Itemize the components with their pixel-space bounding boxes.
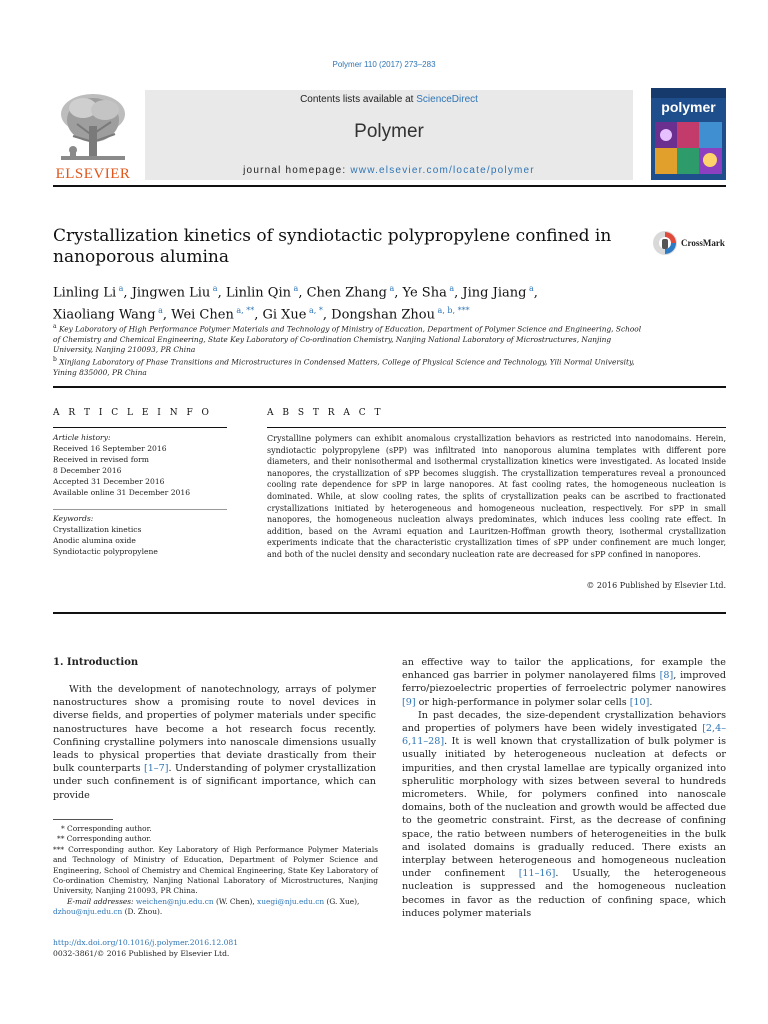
history-online: Available online 31 December 2016 <box>53 488 191 497</box>
author-line-1 <box>53 280 653 302</box>
title-rule <box>53 386 726 388</box>
right-text: , improved ferro/piezoelectric properties of ferroelectric polymer nanowires <box>402 670 726 695</box>
email-link-zhou[interactable]: dzhou@nju.edu.cn <box>53 907 123 917</box>
elsevier-wordmark: ELSEVIER <box>55 166 131 182</box>
email-link-chen[interactable]: weichen@nju.edu.cn <box>135 896 214 906</box>
right-paragraph-1 <box>402 656 726 709</box>
author-separator: , <box>123 285 132 301</box>
footnote-1: * Corresponding author. <box>61 824 152 833</box>
footnote-2: ** Corresponding author. <box>57 834 152 844</box>
keywords-label: Keywords: <box>53 514 94 523</box>
journal-citation[interactable]: Polymer 110 (2017) 273–283 <box>332 60 436 69</box>
author-affiliation-mark[interactable]: a <box>210 284 218 293</box>
citation-link-8[interactable]: [8] <box>659 670 674 682</box>
citation-link-1-7[interactable]: [1–7] <box>143 763 169 775</box>
affiliation-a-mark: a <box>53 323 57 330</box>
author-affiliation-mark[interactable]: a <box>116 284 124 293</box>
history-revised-date: 8 December 2016 <box>53 466 122 475</box>
cover-title: polymer <box>661 99 716 115</box>
author-name: Ye Sha <box>402 285 447 301</box>
crossmark-icon[interactable] <box>652 230 678 256</box>
author-name: Xiaoliang Wang <box>53 307 156 323</box>
right-text: an effective way to tailor the applications, for example the enhanced gas barrier in polymer nanolayered films <box>402 657 726 682</box>
right-text: . It is well known that crystallization of bulk polymer is usually initiated by heterogeneous nucleation at defects or impurities, and then crystal lamellae are typically organized into spherulitic morphology with sizes between several to hundreds micrometers. While, for polymers confined into nanoscale domains, both of the nucleation and growth would be affected due to the geometric constraint. First, as the decrease of confining space, the ratio between numbers of heterogeneities in the bulk and isolated domains is gradually reduced. There exists an interplay between heterogeneous and homogeneous nucleation under confinement <box>402 736 726 880</box>
keyword: Syndiotactic polypropylene <box>53 547 158 556</box>
author-affiliation-mark[interactable]: a <box>526 284 534 293</box>
introduction-heading: 1. Introduction <box>53 657 139 668</box>
footnote-3: *** Corresponding author. Key Laboratory of High Performance Polymer Materials and Technology of Ministry of Education, Department of Polymer Science and Engineering, School of Chemistry and Chemical Engineering, State Key Laboratory of Co-ordination Chemistry, Nanjing National Laboratory of Microstructures, Nanjing University, Nanjing 210093, PR China. <box>53 844 378 896</box>
intro-paragraph <box>53 683 376 802</box>
abstract-heading: A B S T R A C T <box>267 408 384 418</box>
left-text-a: With the development of nanotechnology, arrays of polymer nanostructures show a promising route to novel devices in diverse fields, and properties of polymer materials under specific nanostructures have become a hot research focus recently. Confining crystalline polymers into nanoscale dimensions usually leads to physical properties that deviate drastically from their bulk counterparts <box>53 684 376 775</box>
article-history-label: Article history: <box>53 433 111 442</box>
abstract-bottom-rule <box>53 612 726 614</box>
journal-name: Polymer <box>354 121 424 142</box>
footnotes <box>53 824 378 918</box>
author-name: Linling Li <box>53 285 117 301</box>
citation-link-11-16[interactable]: [11–16] <box>518 868 556 880</box>
author-separator: , <box>454 285 463 301</box>
email-name-zhou: (D. Zhou). <box>122 907 163 917</box>
right-text: In past decades, the size-dependent crystallization behaviors and properties of polymers have been widely investigated <box>402 709 726 735</box>
citation-link-9[interactable]: [9] <box>402 696 416 708</box>
affiliation-b <box>53 355 643 378</box>
email-label: E-mail addresses: <box>67 896 134 906</box>
email-line <box>53 897 378 907</box>
right-column <box>402 656 726 920</box>
right-text: or high-performance in polymer solar cells <box>415 696 630 708</box>
abstract-text: Crystalline polymers can exhibit anomalous crystallization behaviors as restricted into nanodomains. Herein, syndiotactic polypropylene (sPP) was infiltrated into nanoporous alumina templates with different pore diameters, and their nonisothermal and isothermal crystallization kinetics were investigated. As located inside nanopores, the crystallization of sPP becomes sluggish. The crystallization temperatures reveal a pronounced cooling rate dependence for sPP in large nanopores. At fast cooling rates, the homogeneous nucleation is dominated. While, at slow cooling rates, the splits of crystallization peaks can be ascribed to fractionated crystallizations initiated by heterogeneous and homogeneous nucleation, respectively. For sPP in small nanopores, the homogeneous nucleation always predominates, which induces less cooling rate effect. In addition, based on the Avrami equation and Lauritzen-Hoffman growth theory, isothermal crystallization experiments indicate that the characteristic crystallization times of sPP under confinement are much longer, and both of the nuclei density and secondary nucleation rate are decreased for sPP confined in nanopores. <box>267 434 726 559</box>
author-separator: , <box>254 307 263 323</box>
right-paragraph-2 <box>402 709 726 920</box>
contents-available-line <box>145 94 633 105</box>
left-text-b: . Understanding of polymer crystallization under such confinement is of significant importance, which can provide <box>53 763 376 801</box>
affiliation-b-mark: b <box>53 356 57 363</box>
email-name-xue: (G. Xue), <box>324 896 360 906</box>
affiliation-a-text: Key Laboratory of High Performance Polymer Materials and Technology of Ministry of Education, Department of Polymer Science and Engineering, School of Chemistry and Chemical Engineering, State Key Laboratory of Co-ordination Chemistry, Nanjing National Laboratory of Microstructures, Nanjing University, Nanjing 210093, PR China <box>53 324 642 355</box>
affiliation-a <box>53 322 643 356</box>
author-name: Gi Xue <box>262 307 307 323</box>
author-affiliation-mark[interactable]: a, * <box>306 306 323 316</box>
keywords-block <box>53 513 233 557</box>
header-rule <box>53 185 726 187</box>
right-text: . <box>649 696 653 708</box>
article-history <box>53 432 233 498</box>
author-affiliation-mark[interactable]: a <box>291 284 299 293</box>
left-column <box>53 683 376 802</box>
email-name-chen: (W. Chen), <box>213 896 258 906</box>
doi-link[interactable]: http://dx.doi.org/10.1016/j.polymer.2016.12.081 <box>53 938 239 947</box>
author-name: Jing Jiang <box>462 285 527 301</box>
doi-block <box>53 938 238 959</box>
citation-link-10[interactable]: [10] <box>629 696 650 708</box>
contents-prefix: Contents lists available at <box>300 94 417 105</box>
crossmark-label[interactable]: CrossMark <box>681 238 725 248</box>
author-separator: , <box>322 307 332 323</box>
journal-homepage-line <box>145 165 633 176</box>
article-info-heading: A R T I C L E I N F O <box>53 408 212 418</box>
issn-line: 0032-3861/© 2016 Published by Elsevier Ltd. <box>53 948 230 958</box>
author-name: Chen Zhang <box>306 285 387 301</box>
abstract-copyright: © 2016 Published by Elsevier Ltd. <box>586 581 726 590</box>
homepage-prefix: journal homepage: <box>243 165 351 176</box>
author-list <box>53 280 653 325</box>
keyword: Anodic alumina oxide <box>53 536 136 545</box>
author-separator: , <box>533 285 538 301</box>
email-line-2 <box>53 907 378 917</box>
author-affiliation-mark[interactable]: a <box>386 284 395 293</box>
keyword: Crystallization kinetics <box>53 525 142 534</box>
author-name: Dongshan Zhou <box>331 307 436 323</box>
keywords-rule <box>53 509 227 510</box>
right-text: . Usually, the heterogeneous nucleation is suppressed and the homogeneous nucleation becomes in favor as the reduction of confining space, which induces polymer materials <box>402 868 726 919</box>
author-separator: , <box>394 285 403 301</box>
author-name: Jingwen Liu <box>131 285 211 301</box>
footnote-rule <box>53 819 113 820</box>
author-affiliation-mark[interactable]: a <box>155 306 163 316</box>
email-link-xue[interactable]: xuegi@nju.edu.cn <box>257 896 325 906</box>
history-accepted: Accepted 31 December 2016 <box>53 477 165 486</box>
author-separator: , <box>162 307 172 323</box>
article-info-rule <box>53 427 227 428</box>
author-name: Linlin Qin <box>225 285 291 301</box>
author-affiliation-mark[interactable]: a, ** <box>233 306 255 316</box>
author-separator: , <box>298 285 307 301</box>
citation-link-2-28[interactable]: [2,4–6,11–28] <box>402 723 726 748</box>
history-received: Received 16 September 2016 <box>53 444 167 453</box>
homepage-link[interactable]: www.elsevier.com/locate/polymer <box>350 165 535 176</box>
sciencedirect-link[interactable]: ScienceDirect <box>416 94 478 105</box>
abstract-rule <box>267 427 726 428</box>
article-title: Crystallization kinetics of syndiotactic polypropylene confined in nanoporous alumina <box>53 226 612 267</box>
author-affiliation-mark[interactable]: a <box>446 284 455 293</box>
affiliation-b-text: Xinjiang Laboratory of Phase Transitions and Microstructures in Condensed Matters, College of Physical Science and Technology, Yili Normal University, Yining 835000, PR China <box>53 357 635 377</box>
author-name: Wei Chen <box>171 307 234 323</box>
author-separator: , <box>217 285 226 301</box>
history-revised: Received in revised form <box>53 455 149 464</box>
author-affiliation-mark[interactable]: a, b, *** <box>435 306 470 316</box>
